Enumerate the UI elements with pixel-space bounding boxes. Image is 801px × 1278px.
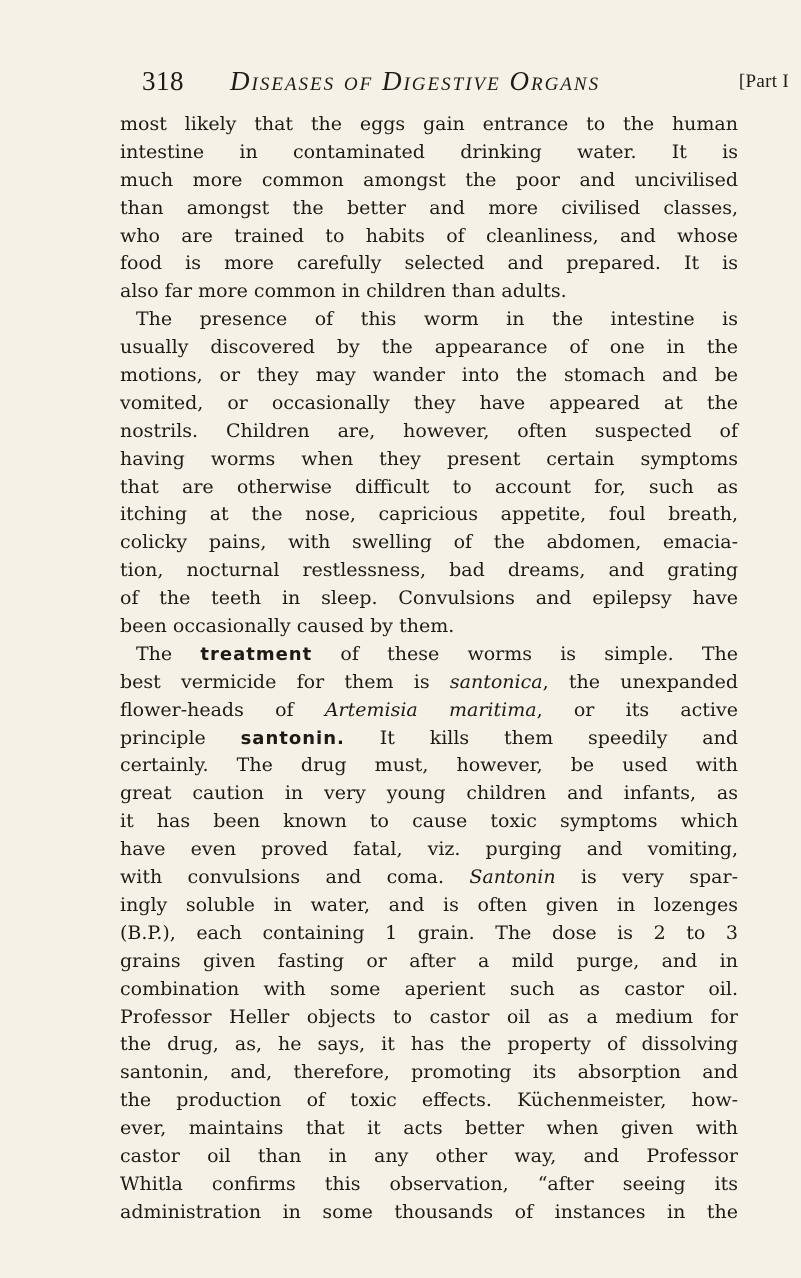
- bold-term: treatment: [200, 643, 313, 665]
- text-line: the drug, as, he says, it has the property of dissolving: [120, 1033, 738, 1056]
- text-line: also far more common in children than adults.: [120, 280, 567, 303]
- text-segment: It kills them speedily and: [344, 726, 738, 749]
- text-line: intestine in contaminated drinking water. It is: [120, 140, 738, 163]
- italic-term: Santonin: [469, 866, 556, 889]
- text-line: santonin, and, therefore, promoting its absorption and: [120, 1061, 738, 1084]
- text-line: [120, 669, 738, 697]
- text-line: motions, or they may wander into the stomach and be: [120, 364, 738, 387]
- text-line: ever, maintains that it acts better when given with: [120, 1117, 738, 1140]
- text-segment: is very spar-: [555, 866, 738, 889]
- text-line: [120, 725, 738, 753]
- text-segment: of these worms is simple. The: [312, 642, 738, 665]
- text-line: [120, 641, 738, 669]
- italic-term: santonica: [449, 670, 543, 693]
- text-line: nostrils. Children are, however, often suspected of: [120, 419, 738, 442]
- text-line: who are trained to habits of cleanliness, and whose: [120, 224, 738, 247]
- running-title: Diseases of Digestive Organs: [230, 66, 601, 96]
- text-line: great caution in very young children and infants, as: [120, 782, 738, 805]
- text-line: having worms when they present certain symptoms: [120, 447, 738, 470]
- text-line: colicky pains, with swelling of the abdomen, emacia-: [120, 531, 738, 554]
- text-line: [120, 697, 738, 725]
- text-line: been occasionally caused by them.: [120, 615, 455, 638]
- text-line: certainly. The drug must, however, be used with: [120, 754, 738, 777]
- text-line: grains given fasting or after a mild purge, and in: [120, 949, 738, 972]
- part-label: [Part I: [738, 71, 789, 92]
- text-segment: best vermicide for them is: [120, 670, 450, 693]
- text-line: much more common amongst the poor and uncivilised: [120, 168, 738, 191]
- text-segment: principle: [120, 726, 241, 749]
- text-line: combination with some aperient such as castor oil.: [120, 977, 738, 1000]
- text-line: the production of toxic effects. Küchenmeister, how-: [120, 1089, 738, 1112]
- text-line: of the teeth in sleep. Convulsions and epilepsy have: [120, 587, 738, 610]
- text-line: The presence of this worm in the intestine is: [136, 308, 738, 331]
- italic-term: Artemisia maritima: [324, 698, 537, 721]
- running-head: [142, 66, 797, 102]
- text-line: vomited, or occasionally they have appeared at the: [120, 391, 738, 414]
- text-segment: flower-heads of: [120, 698, 325, 721]
- text-line: administration in some thousands of instances in the: [120, 1200, 738, 1223]
- text-segment: , the unexpanded: [542, 670, 738, 693]
- text-line: most likely that the eggs gain entrance to the human: [120, 113, 738, 135]
- text-line: Whitla confirms this observation, “after seeing its: [120, 1172, 738, 1195]
- text-line: it has been known to cause toxic symptoms which: [120, 810, 738, 833]
- text-segment: with convulsions and coma.: [120, 866, 470, 889]
- text-line: castor oil than in any other way, and Professor: [120, 1144, 738, 1167]
- text-line: have even proved fatal, viz. purging and vomiting,: [120, 838, 738, 861]
- bold-term: santonin.: [240, 727, 345, 749]
- text-segment: The: [136, 642, 201, 665]
- text-line: (B.P.), each containing 1 grain. The dose is 2 to 3: [120, 921, 738, 944]
- text-line: food is more carefully selected and prepared. It is: [120, 252, 738, 275]
- text-line: itching at the nose, capricious appetite, foul breath,: [120, 503, 738, 526]
- text-segment: , or its active: [536, 698, 738, 721]
- body-text: [120, 111, 738, 1227]
- text-line: [120, 864, 738, 892]
- text-line: that are otherwise difficult to account for, such as: [120, 475, 738, 498]
- page-number: 318: [142, 66, 184, 96]
- text-line: ingly soluble in water, and is often given in lozenges: [120, 893, 738, 916]
- text-line: tion, nocturnal restlessness, bad dreams, and grating: [120, 559, 738, 582]
- text-line: usually discovered by the appearance of one in the: [120, 336, 738, 359]
- text-line: than amongst the better and more civilised classes,: [120, 196, 738, 219]
- text-line: Professor Heller objects to castor oil as a medium for: [120, 1005, 738, 1028]
